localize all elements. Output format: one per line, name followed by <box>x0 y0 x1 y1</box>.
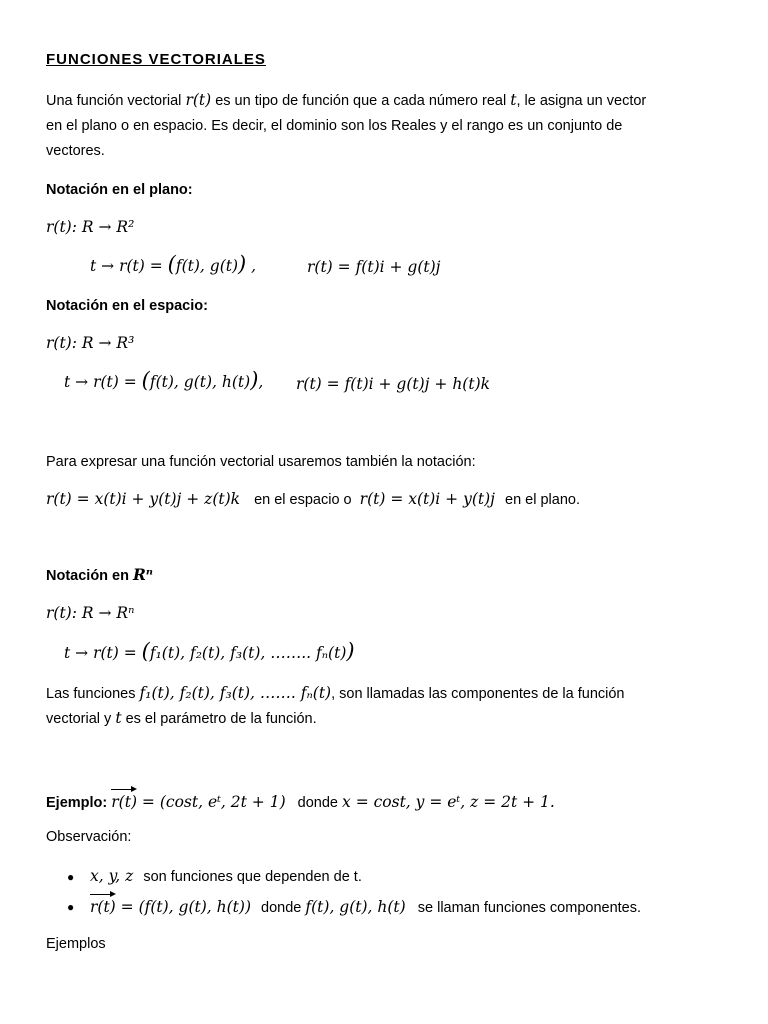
ejemplo-line <box>46 788 555 813</box>
obs2-text: se llaman funciones componentes. <box>417 900 642 916</box>
ejemplo-donde: donde <box>297 795 338 811</box>
heading-rn-text: Notación en <box>46 568 134 584</box>
page-title: FUNCIONES VECTORIALES <box>46 51 266 68</box>
rn-comp2-b: es el parámetro de la función. <box>121 711 317 727</box>
expresar-end: en el plano. <box>505 492 580 508</box>
expresar-equation <box>46 489 580 510</box>
plano-map: r(t): R → R² <box>46 218 135 236</box>
espacio-map: r(t): R → R³ <box>46 334 135 352</box>
paren-open: ( <box>141 368 150 392</box>
heading-rn <box>46 565 153 586</box>
observacion-item-1 <box>90 866 362 887</box>
rn-map: r(t): R → Rⁿ <box>46 604 135 622</box>
obs2-eq: = (f(t), g(t), h(t)) <box>115 898 251 916</box>
plano-eq-a: t → r(t) = <box>90 257 168 275</box>
paren-close: ) <box>250 368 259 392</box>
espacio-equation <box>64 370 263 392</box>
espacio-equation-ijk: r(t) = f(t)i + g(t)j + h(t)k <box>296 375 491 393</box>
espacio-eq-b: f(t), g(t), h(t) <box>149 373 251 391</box>
paren-close: ) <box>346 639 355 663</box>
intro-text-a: Una función vectorial <box>46 93 186 109</box>
obs1-math: x, y, z <box>90 867 134 885</box>
paren-open: ( <box>141 639 150 663</box>
bullet-dot: ● <box>67 870 75 884</box>
intro-math-t: t <box>510 91 517 109</box>
plano-eq-b: f(t), g(t) <box>175 257 239 275</box>
rn-equation <box>64 641 355 663</box>
paren-open: ( <box>167 252 176 276</box>
rn-comp2-math: t <box>115 709 122 727</box>
plano-eq-c: , <box>246 257 257 275</box>
rn-components-line-1 <box>46 683 625 704</box>
rn-comp-math: f₁(t), f₂(t), f₃(t), ……. fₙ(t) <box>139 684 332 702</box>
expresar-text: Para expresar una función vectorial usaremos también la notación: <box>46 454 476 470</box>
obs2-math: f(t), g(t), h(t) <box>305 898 406 916</box>
obs2-donde: donde <box>261 900 302 916</box>
observacion-heading: Observación: <box>46 829 132 845</box>
expresar-mid: en el espacio o <box>254 492 352 508</box>
bullet-dot: ● <box>67 900 75 914</box>
rn-comp-a: Las funciones <box>46 686 140 702</box>
ejemplo-eq2: x = cost, y = eᵗ, z = 2t + 1. <box>342 793 555 811</box>
intro-text-c: , le asigna un vector <box>516 93 647 109</box>
rn-comp2-a: vectorial y <box>46 711 116 727</box>
intro-math-r: r(t) <box>185 91 212 109</box>
intro-line-1 <box>46 90 646 111</box>
espacio-eq-a: t → r(t) = <box>64 373 142 391</box>
intro-line-2: en el plano o en espacio. Es decir, el dominio son los Reales y el rango es un conjunto de <box>46 118 623 134</box>
ejemplos-heading: Ejemplos <box>46 936 106 952</box>
rn-eq-a: t → r(t) = <box>64 644 142 662</box>
rn-components-line-2 <box>46 708 317 729</box>
heading-plano: Notación en el plano: <box>46 182 193 198</box>
ejemplo-label: Ejemplo: <box>46 795 108 811</box>
plano-equation <box>90 254 256 276</box>
expresar-eq-espacio: r(t) = x(t)i + y(t)j + z(t)k <box>46 490 241 508</box>
ejemplo-eq: = (cost, eᵗ, 2t + 1) <box>137 793 286 811</box>
rn-comp-b: , son llamadas las componentes de la función <box>331 686 625 702</box>
plano-equation-ij: r(t) = f(t)i + g(t)j <box>307 258 441 276</box>
observacion-item-2 <box>90 893 641 918</box>
obs1-text: son funciones que dependen de t. <box>143 869 362 885</box>
heading-espacio: Notación en el espacio: <box>46 298 208 314</box>
vector-r-arrow: r(t) <box>111 788 137 812</box>
paren-close: ) <box>238 252 247 276</box>
rn-eq-b: f₁(t), f₂(t), f₃(t), …….. fₙ(t) <box>149 644 347 662</box>
expresar-eq-plano: r(t) = x(t)i + y(t)j <box>359 490 495 508</box>
vector-r-arrow: r(t) <box>90 893 116 917</box>
intro-line-3: vectores. <box>46 143 105 159</box>
heading-rn-math: Rⁿ <box>133 565 153 584</box>
intro-text-b: es un tipo de función que a cada número real <box>211 93 511 109</box>
espacio-eq-c: , <box>258 373 264 391</box>
